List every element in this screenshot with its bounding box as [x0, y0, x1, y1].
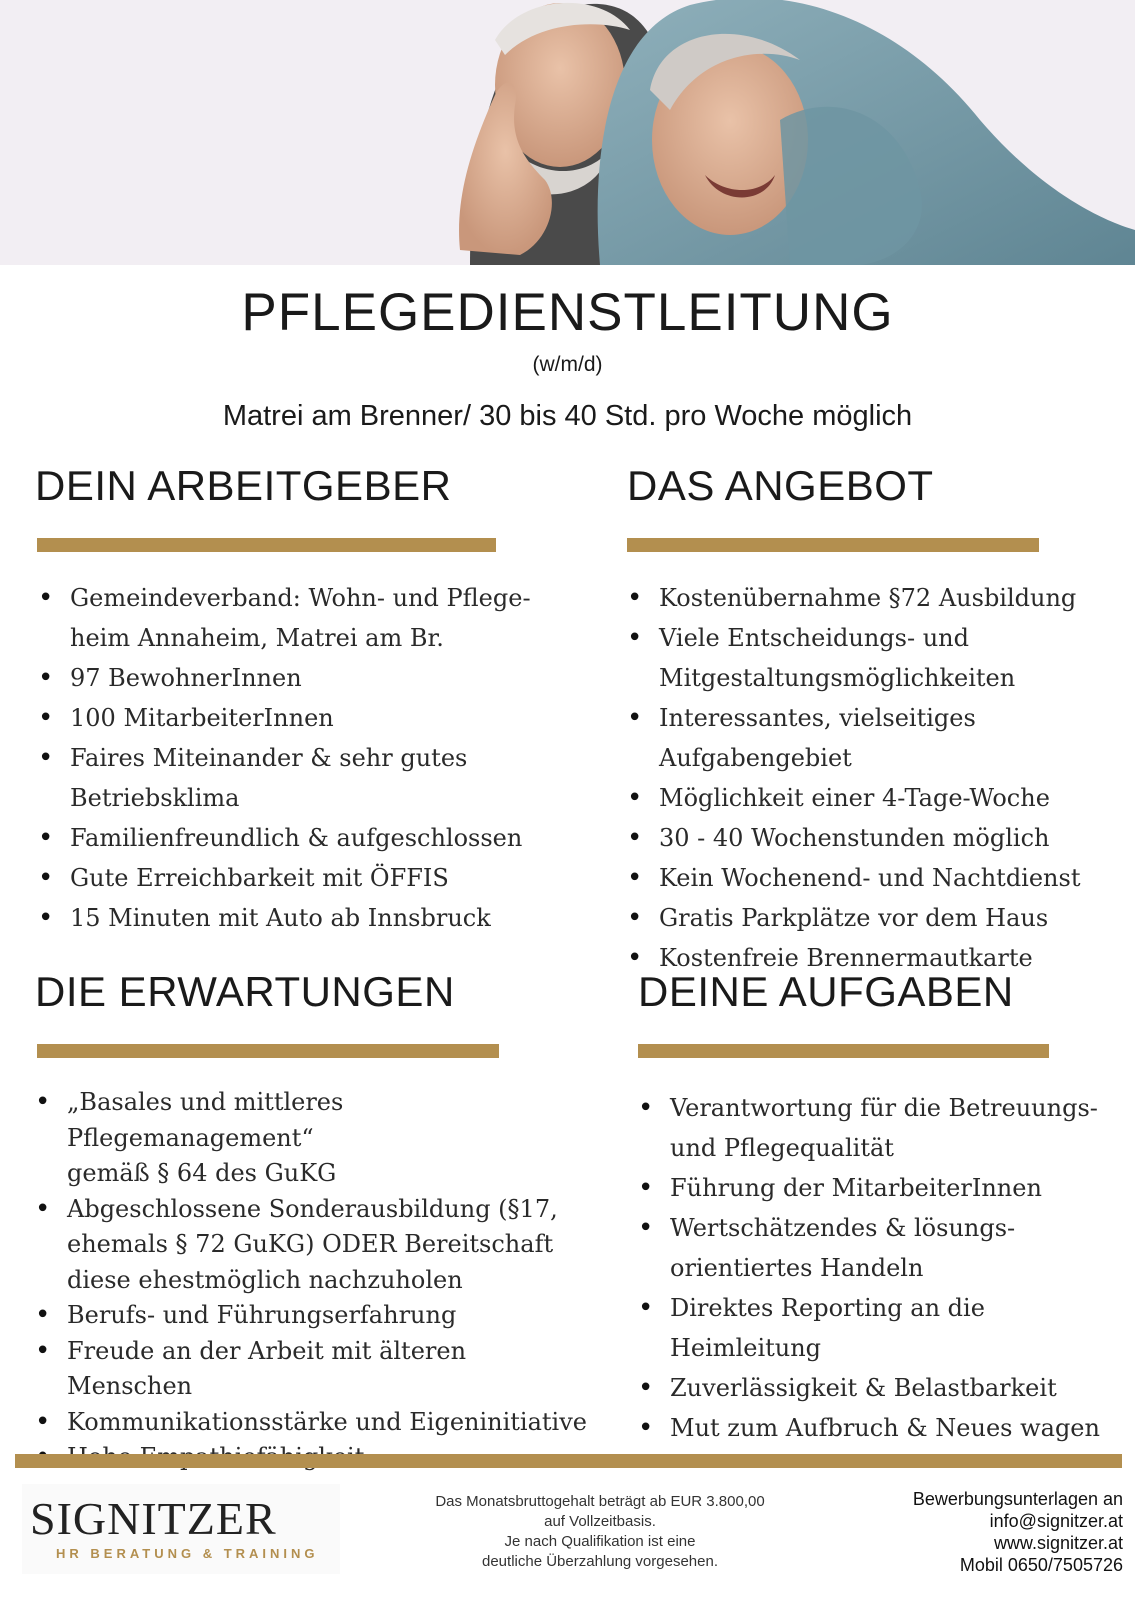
- contact-block: [913, 1488, 1123, 1576]
- divider-bar: [37, 538, 496, 552]
- list-item: • Kostenfreie Brennermautkarte: [627, 938, 1127, 978]
- logo-tagline: HR BERATUNG & TRAINING: [56, 1546, 319, 1561]
- list-item: • Kommunikationsstärke und Eigeninitiative: [35, 1405, 595, 1441]
- list-item: • Gute Erreichbarkeit mit ÖFFIS: [38, 858, 568, 898]
- arbeitgeber-list: [38, 578, 568, 938]
- gender-subtitle: (w/m/d): [532, 353, 603, 376]
- list-item: • 30 - 40 Wochenstunden möglich: [627, 818, 1127, 858]
- list-item: • Freude an der Arbeit mit älteren Menschen: [35, 1334, 595, 1405]
- list-item: • 15 Minuten mit Auto ab Innsbruck: [38, 898, 568, 938]
- list-item: • Gemeindeverband: Wohn- und Pflege- heim Annaheim, Matrei am Br.: [38, 578, 568, 658]
- list-item: • Berufs- und Führungserfahrung: [35, 1298, 595, 1334]
- section-heading-aufgaben: DEINE AUFGABEN: [638, 968, 1014, 1015]
- contact-label: Bewerbungsunterlagen an: [912, 1489, 1123, 1509]
- footer-divider: [15, 1454, 1122, 1468]
- company-logo: [22, 1484, 340, 1574]
- divider-bar: [627, 538, 1039, 552]
- page-title: PFLEGEDIENSTLEITUNG: [241, 283, 894, 342]
- list-item: • Gratis Parkplätze vor dem Haus: [627, 898, 1127, 938]
- list-item: • Faires Miteinander & sehr gutes Betriebsklima: [38, 738, 568, 818]
- list-item: • Kein Wochenend- und Nachtdienst: [627, 858, 1127, 898]
- section-heading-arbeitgeber: DEIN ARBEITGEBER: [35, 462, 452, 509]
- list-item: • Möglichkeit einer 4-Tage-Woche: [627, 778, 1127, 818]
- location-hours: Matrei am Brenner/ 30 bis 40 Std. pro Woche möglich: [222, 400, 913, 432]
- logo-name: SIGNITZER: [30, 1493, 277, 1544]
- hero-photo-illustration: [0, 0, 1135, 265]
- list-item: • Führung der MitarbeiterInnen: [638, 1168, 1128, 1208]
- list-item: • „Basales und mittleres Pflegemanagement“ gemäß § 64 des GuKG: [35, 1085, 595, 1192]
- contact-phone: Mobil 0650/7505726: [959, 1555, 1123, 1575]
- hero-image: [0, 0, 1135, 265]
- contact-email[interactable]: info@signitzer.at: [989, 1511, 1123, 1531]
- list-item: • Mut zum Aufbruch & Neues wagen: [638, 1408, 1128, 1448]
- erwartungen-list: [35, 1085, 595, 1476]
- list-item: • Abgeschlossene Sonderausbildung (§17, ehemals § 72 GuKG) ODER Bereitschaft diese ehestmöglich nachzuholen: [35, 1192, 595, 1299]
- list-item: • Verantwortung für die Betreuungs- und Pflegequalität: [638, 1088, 1128, 1168]
- section-heading-angebot: DAS ANGEBOT: [627, 462, 934, 509]
- list-item: • Familienfreundlich & aufgeschlossen: [38, 818, 568, 858]
- salary-info: Das Monatsbruttogehalt beträgt ab EUR 3.800,00 auf Vollzeitbasis. Je nach Qualifikation ist eine deutliche Überzahlung vorgesehen.: [435, 1493, 765, 1570]
- section-heading-erwartungen: DIE ERWARTUNGEN: [35, 968, 455, 1015]
- divider-bar: [638, 1044, 1049, 1058]
- list-item: • 100 MitarbeiterInnen: [38, 698, 568, 738]
- list-item: • Direktes Reporting an die Heimleitung: [638, 1288, 1128, 1368]
- aufgaben-list: [638, 1088, 1128, 1448]
- list-item: • Viele Entscheidungs- und Mitgestaltungsmöglichkeiten: [627, 618, 1127, 698]
- list-item: • Zuverlässigkeit & Belastbarkeit: [638, 1368, 1128, 1408]
- list-item: • Kostenübernahme §72 Ausbildung: [627, 578, 1127, 618]
- list-item: • 97 BewohnerInnen: [38, 658, 568, 698]
- angebot-list: [627, 578, 1127, 978]
- list-item: • Interessantes, vielseitiges Aufgabengebiet: [627, 698, 1127, 778]
- contact-website[interactable]: www.signitzer.at: [993, 1533, 1123, 1553]
- list-item: • Wertschätzendes & lösungs- orientiertes Handeln: [638, 1208, 1128, 1288]
- divider-bar: [37, 1044, 499, 1058]
